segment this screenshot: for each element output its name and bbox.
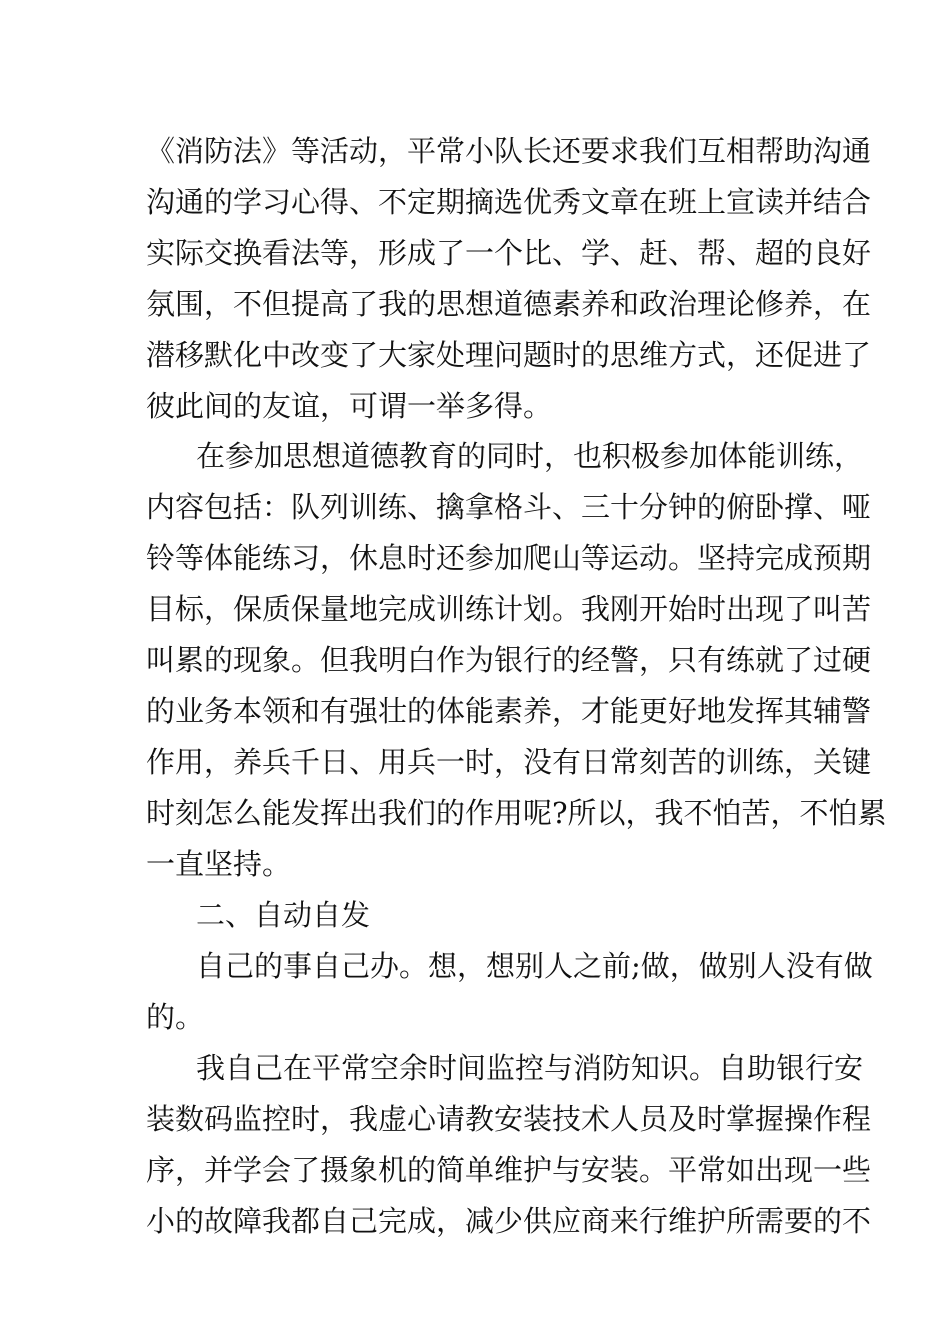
text-line-5: 潜移默化中改变了大家处理问题时的思维方式，还促进了: [146, 338, 872, 372]
paragraph-2-line-3: 铃等体能练习，休息时还参加爬山等运动。坚持完成预期: [146, 541, 872, 575]
paragraph-2-line-8: 时刻怎么能发挥出我们的作用呢?所以，我不怕苦，不怕累: [146, 796, 887, 830]
paragraph-2-line-9: 一直坚持。: [146, 847, 292, 881]
paragraph-3-line-1: 自己的事自己办。想，想别人之前;做，做别人没有做: [196, 949, 873, 983]
paragraph-4-line-4: 小的故障我都自己完成，减少供应商来行维护所需要的不: [146, 1204, 872, 1238]
text-line-4: 氛围，不但提高了我的思想道德素养和政治理论修养，在: [146, 287, 872, 321]
paragraph-3-line-2: 的。: [146, 1000, 205, 1034]
text-line-6: 彼此间的友谊，可谓一举多得。: [146, 389, 553, 423]
paragraph-4-line-2: 装数码监控时，我虚心请教安装技术人员及时掌握操作程: [146, 1102, 872, 1136]
paragraph-4-line-1: 我自己在平常空余时间监控与消防知识。自助银行安: [196, 1051, 864, 1085]
paragraph-2-line-4: 目标，保质保量地完成训练计划。我刚开始时出现了叫苦: [146, 592, 872, 626]
section-heading: 二、自动自发: [196, 898, 371, 932]
text-line-1: 《消防法》等活动，平常小队长还要求我们互相帮助沟通: [146, 134, 872, 168]
paragraph-2-line-5: 叫累的现象。但我明白作为银行的经警，只有练就了过硬: [146, 643, 872, 677]
paragraph-2-line-1: 在参加思想道德教育的同时，也积极参加体能训练，: [196, 439, 864, 473]
paragraph-2-line-6: 的业务本领和有强壮的体能素养，才能更好地发挥其辅警: [146, 694, 872, 728]
text-line-3: 实际交换看法等，形成了一个比、学、赶、帮、超的良好: [146, 236, 872, 270]
paragraph-2-line-2: 内容包括：队列训练、擒拿格斗、三十分钟的俯卧撑、哑: [146, 490, 872, 524]
text-line-2: 沟通的学习心得、不定期摘选优秀文章在班上宣读并结合: [146, 185, 872, 219]
paragraph-2-line-7: 作用，养兵千日、用兵一时，没有日常刻苦的训练，关键: [146, 745, 872, 779]
paragraph-4-line-3: 序，并学会了摄象机的简单维护与安装。平常如出现一些: [146, 1153, 872, 1187]
